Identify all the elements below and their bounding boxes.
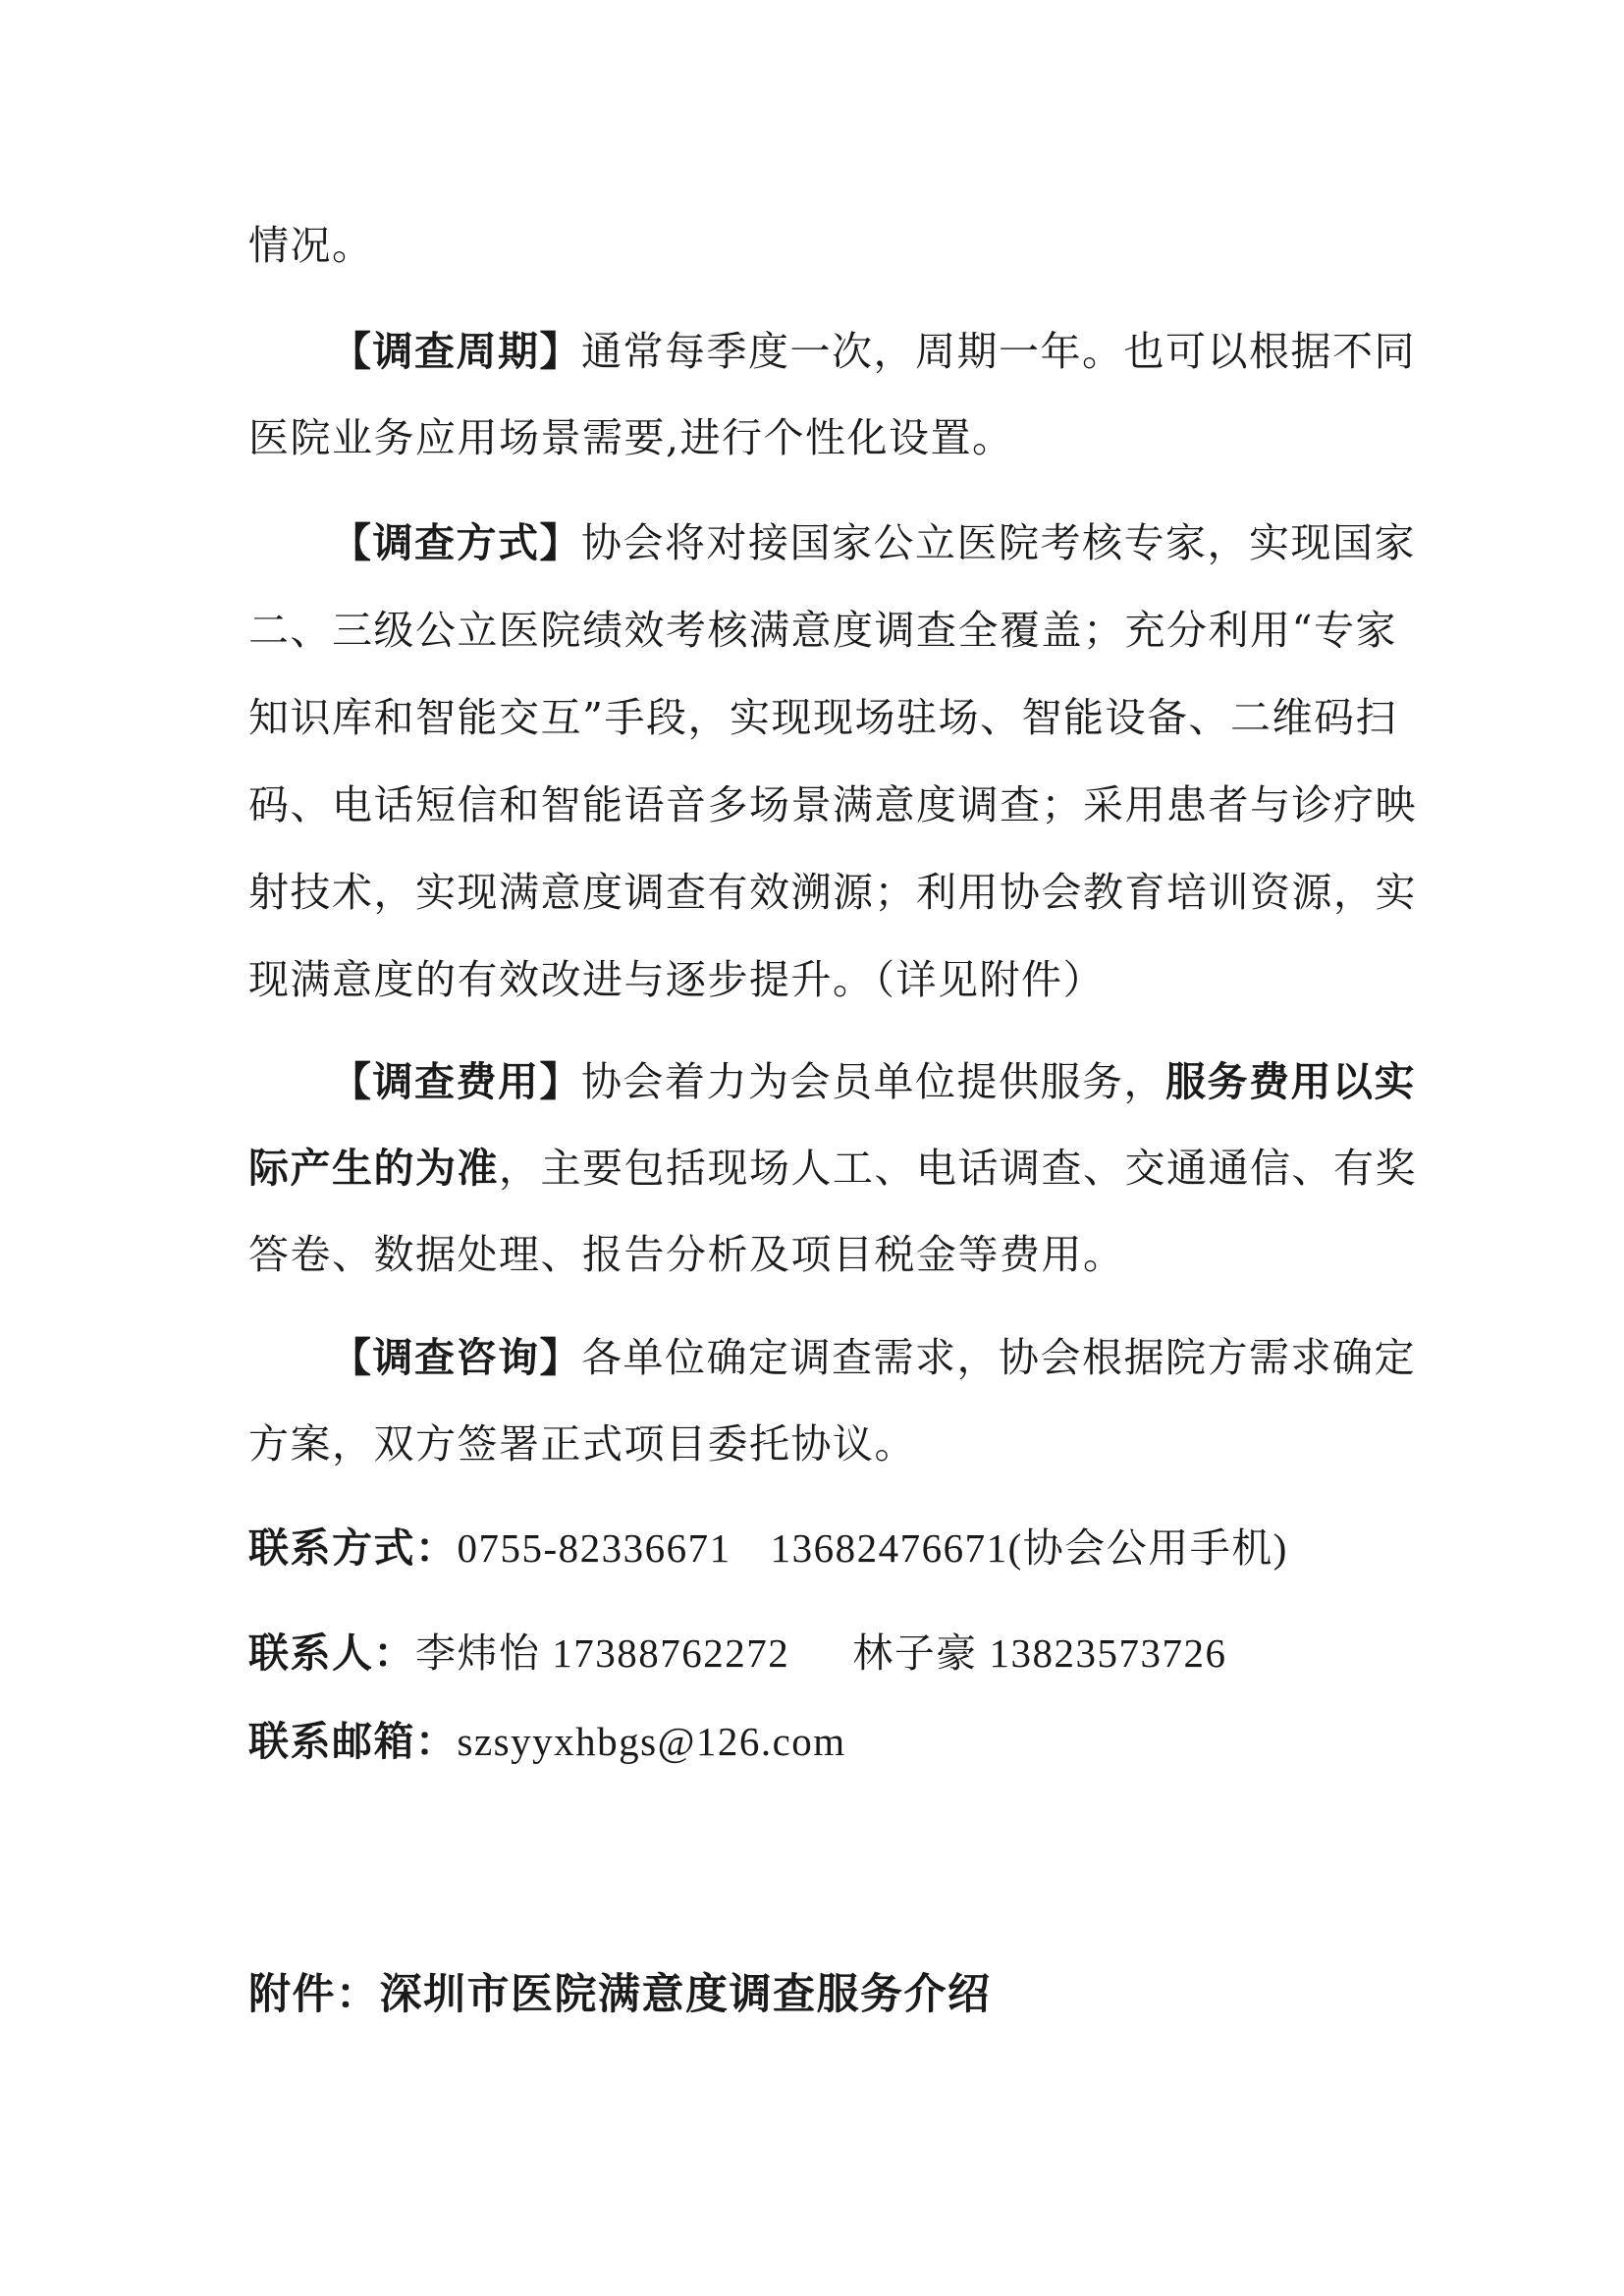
paragraph-text: 情况。 xyxy=(248,222,374,269)
method-text: 协会将对接国家公立医院考核专家，实现国家 xyxy=(581,519,1416,566)
fee-paragraph-line-2 xyxy=(248,1141,1417,1196)
contact-person-1: 李炜怡 17388762272 xyxy=(415,1630,790,1676)
fee-text: 协会着力为会员单位提供服务， xyxy=(581,1058,1165,1105)
attachment-text: 附件：深圳市医院满意度调查服务介绍 xyxy=(248,1970,992,2019)
contact-email-line xyxy=(248,1714,846,1769)
contact-email-label: 联系邮箱： xyxy=(248,1718,458,1765)
method-paragraph-line-3 xyxy=(248,690,1397,745)
fee-label: 【调查费用】 xyxy=(331,1058,581,1105)
method-paragraph-line-5 xyxy=(248,865,1417,920)
contact-person-label: 联系人： xyxy=(248,1629,415,1677)
cycle-paragraph-line-2 xyxy=(248,410,1014,465)
method-paragraph-line-6 xyxy=(248,952,1105,1007)
method-text: 二、三级公立医院绩效考核满意度调查全覆盖；充分利用“专家 xyxy=(248,607,1397,654)
contact-phone-1: 0755-82336671 xyxy=(457,1525,731,1571)
method-label: 【调查方式】 xyxy=(331,519,581,566)
consult-label: 【调查咨询】 xyxy=(331,1334,581,1381)
method-paragraph-line-2 xyxy=(248,603,1397,658)
fee-text: ，主要包括现场人工、电话调查、交通通信、有奖 xyxy=(499,1145,1417,1192)
cycle-text: 通常每季度一次，周期一年。也可以根据不同 xyxy=(581,328,1416,375)
attachment-title xyxy=(248,1967,992,2022)
consult-paragraph-line-1 xyxy=(331,1330,1416,1385)
contact-phone-2: 13682476671(协会公用手机) xyxy=(770,1525,1288,1571)
consult-text: 方案，双方签署正式项目委托协议。 xyxy=(248,1420,916,1468)
contact-person-line xyxy=(248,1626,1227,1681)
consult-paragraph-line-2 xyxy=(248,1416,916,1471)
fee-emphasis: 服务费用以实 xyxy=(1165,1058,1416,1105)
method-paragraph-line-4 xyxy=(248,777,1417,832)
fee-text: 答卷、数据处理、报告分析及项目税金等费用。 xyxy=(248,1231,1125,1278)
paragraph-continuation xyxy=(248,218,374,273)
fee-emphasis: 际产生的为准 xyxy=(248,1145,499,1192)
method-text: 射技术，实现满意度调查有效溯源；利用协会教育培训资源，实 xyxy=(248,869,1417,916)
fee-paragraph-line-1 xyxy=(331,1054,1416,1109)
method-paragraph-line-1 xyxy=(331,515,1416,570)
contact-email: szsyyxhbgs@126.com xyxy=(457,1719,846,1764)
contact-person-2: 林子豪 13823573726 xyxy=(852,1630,1227,1676)
method-text: 码、电话短信和智能语音多场景满意度调查；采用患者与诊疗映 xyxy=(248,781,1417,828)
contact-phone-label: 联系方式： xyxy=(248,1524,458,1572)
cycle-text: 医院业务应用场景需要,进行个性化设置。 xyxy=(248,414,1014,461)
contact-phone-line xyxy=(248,1521,1288,1575)
method-text: 现满意度的有效改进与逐步提升。（详见附件） xyxy=(248,956,1105,1003)
cycle-label: 【调查周期】 xyxy=(331,328,581,375)
method-text: 知识库和智能交互”手段，实现现场驻场、智能设备、二维码扫 xyxy=(248,694,1397,741)
consult-text: 各单位确定调查需求，协会根据院方需求确定 xyxy=(581,1334,1416,1381)
fee-paragraph-line-3 xyxy=(248,1227,1125,1282)
cycle-paragraph-line-1 xyxy=(331,324,1416,379)
